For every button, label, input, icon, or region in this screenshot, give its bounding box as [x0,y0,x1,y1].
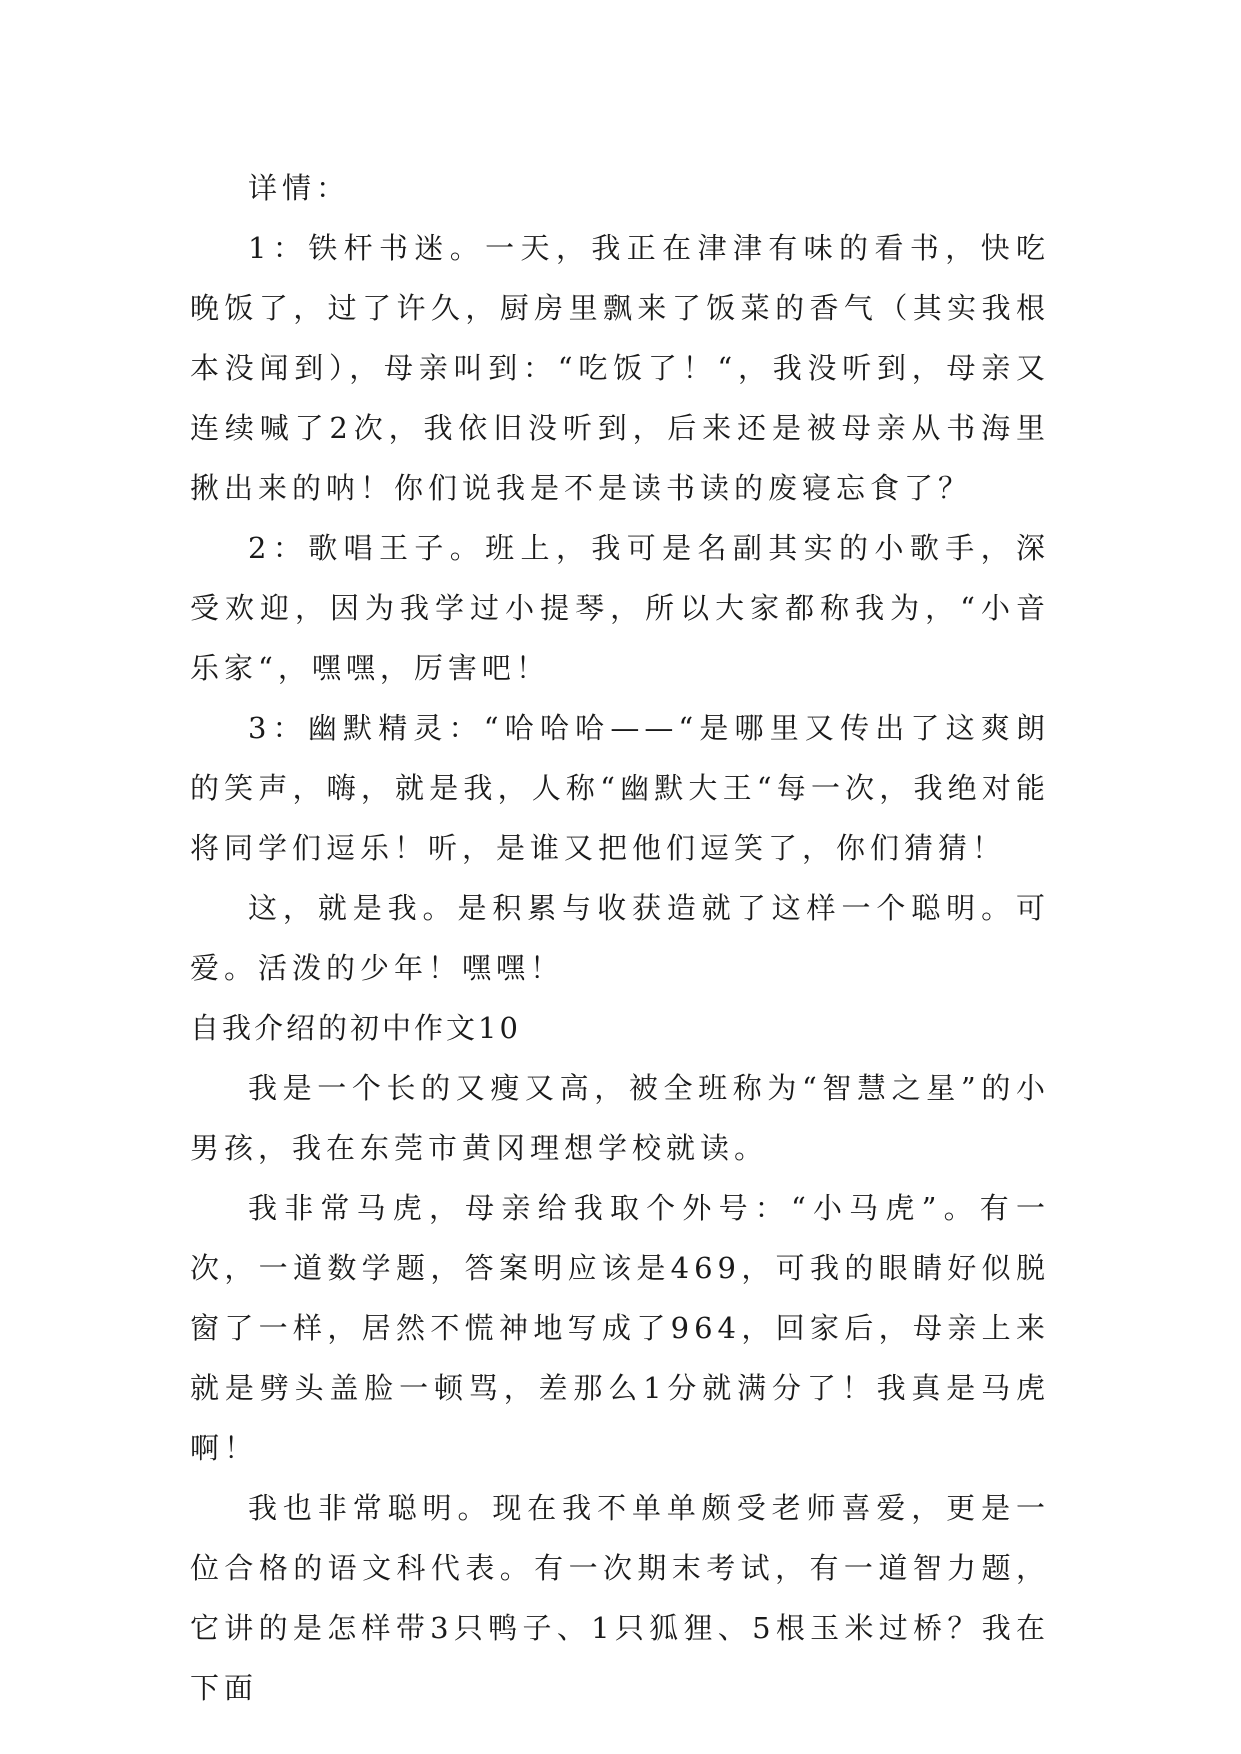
paragraph-bookworm: 1：铁杆书迷。一天，我正在津津有味的看书，快吃晚饭了，过了许久，厨房里飘来了饭菜的香气（其实我根本没闻到），母亲叫到：“吃饭了！“，我没听到，母亲又连续喊了2次，我依旧没听到，后来还是被母亲从书海里揪出来的呐！你们说我是不是读书读的废寝忘食了？ [190,231,1050,505]
paragraph-careless: 我非常马虎，母亲给我取个外号：“小马虎”。有一次，一道数学题，答案明应该是469，可我的眼睛好似脱窗了一样，居然不慌神地写成了964，回家后，母亲上来就是劈头盖脸一顿骂，差那么1分就满分了！我真是马虎啊！ [190,1191,1050,1465]
essay-title: 自我介绍的初中作文10 [190,1011,521,1045]
paragraph-smart: 我也非常聪明。现在我不单单颇受老师喜爱，更是一位合格的语文科代表。有一次期末考试，有一道智力题，它讲的是怎样带3只鸭子、1只狐狸、5根玉米过桥？我在下面 [190,1491,1050,1705]
paragraph-conclusion: 这，就是我。是积累与收获造就了这样一个聪明。可爱。活泼的少年！嘿嘿！ [190,891,1050,985]
paragraph-humor: 3：幽默精灵：“哈哈哈——“是哪里又传出了这爽朗的笑声，嗨，就是我，人称“幽默大王“每一次，我绝对能将同学们逗乐！听，是谁又把他们逗笑了，你们猜猜！ [190,711,1050,865]
section-label-details: 详情： [248,171,351,205]
essay-body [190,158,1050,1718]
paragraph-singer: 2：歌唱王子。班上，我可是名副其实的小歌手，深受欢迎，因为我学过小提琴，所以大家都称我为，“小音乐家“，嘿嘿，厉害吧！ [190,531,1050,685]
paragraph-intro: 我是一个长的又瘦又高，被全班称为“智慧之星”的小男孩，我在东莞市黄冈理想学校就读。 [190,1071,1050,1165]
